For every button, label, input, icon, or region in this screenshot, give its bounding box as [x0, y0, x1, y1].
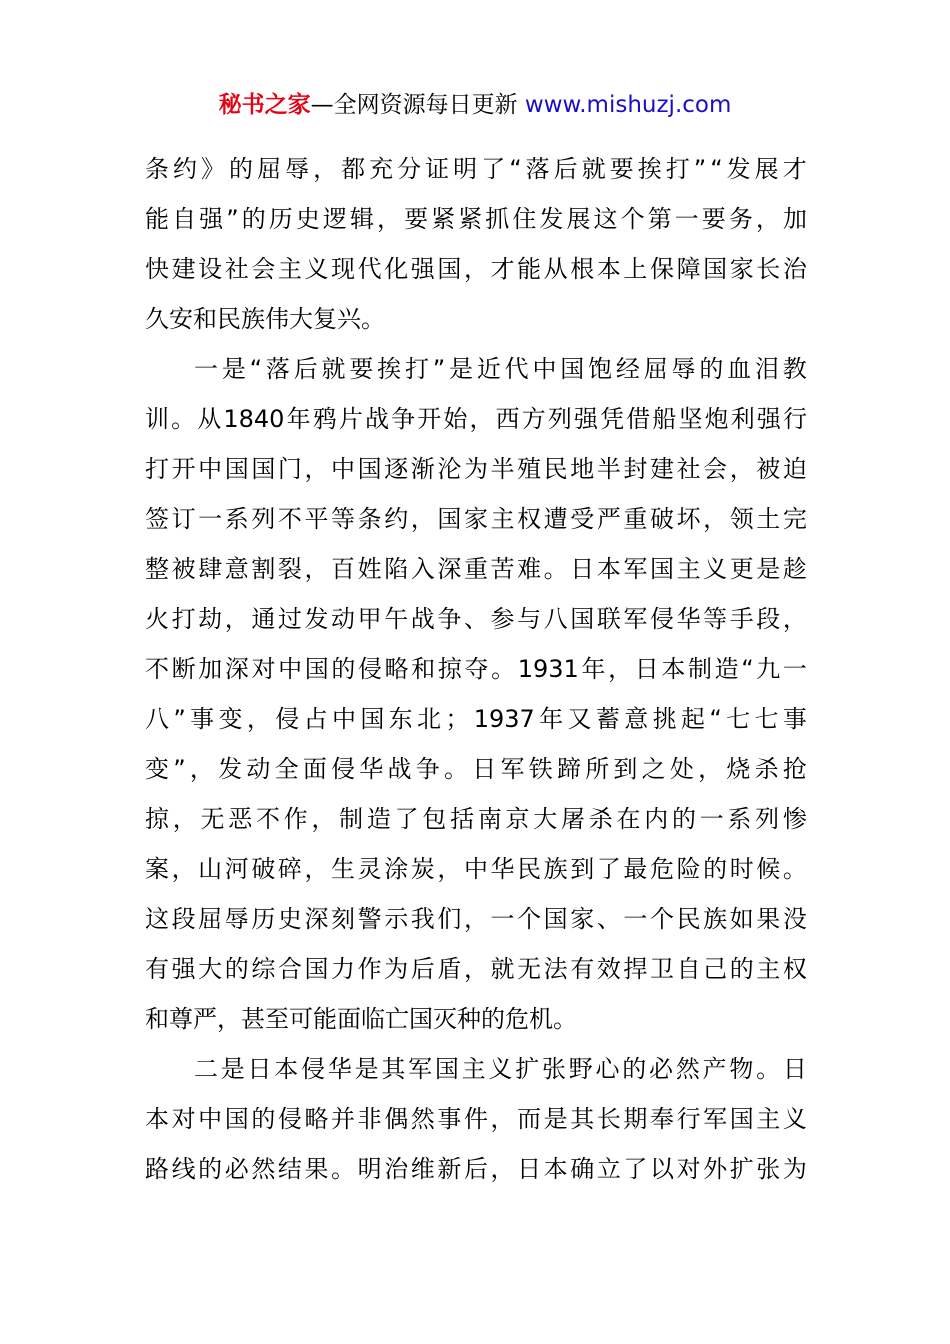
text-line: 不 断 加 深 对 中 国 的 侵 略 和 掠 夺 。 1931 年 ， 日 本 制 造 “ 九 一: [145, 655, 807, 683]
text-line: 条 约 》 的 屈 辱 ， 都 充 分 证 明 了 “ 落 后 就 要 挨 打 ” “ 发 展 才: [145, 155, 807, 183]
text-line: 能 自 强 ” 的 历 史 逻 辑 ， 要 紧 紧 抓 住 发 展 这 个 第 一 要 务 ， 加: [145, 205, 807, 233]
text-line: 有 强 大 的 综 合 国 力 作 为 后 盾 ， 就 无 法 有 效 捍 卫 自 己 的 主 权: [145, 955, 807, 983]
text-line: 快 建 设 社 会 主 义 现 代 化 强 国 ， 才 能 从 根 本 上 保 障 国 家 长 治: [145, 255, 807, 283]
site-tagline: —全网资源每日更新: [310, 92, 525, 118]
text-line: 打 开 中 国 国 门 ， 中 国 逐 渐 沦 为 半 殖 民 地 半 封 建 社 会 ， 被 迫: [145, 455, 807, 483]
text-line: 这 段 屈 辱 历 史 深 刻 警 示 我 们 ， 一 个 国 家 、 一 个 民 族 如 果 没: [145, 905, 807, 933]
site-header: [0, 88, 950, 122]
text-line: 变 ” ， 发 动 全 面 侵 华 战 争 。 日 军 铁 蹄 所 到 之 处 ， 烧 杀 抢: [145, 755, 807, 783]
text-line: 训 。 从 1840 年 鸦 片 战 争 开 始 ， 西 方 列 强 凭 借 船 坚 炮 利 强 行: [145, 405, 807, 433]
text-line: 二 是 日 本 侵 华 是 其 军 国 主 义 扩 张 野 心 的 必 然 产 物 。 日: [194, 1055, 807, 1083]
text-line: 签 订 一 系 列 不 平 等 条 约 ， 国 家 主 权 遭 受 严 重 破 坏 ， 领 土 完: [145, 505, 807, 533]
text-line: 一 是 “ 落 后 就 要 挨 打 ” 是 近 代 中 国 饱 经 屈 辱 的 血 泪 教: [194, 355, 807, 383]
site-brand: 秘书之家: [218, 92, 311, 118]
text-line: 火 打 劫 ， 通 过 发 动 甲 午 战 争 、 参 与 八 国 联 军 侵 华 等 手 段 ，: [145, 605, 807, 633]
text-line: 整 被 肆 意 割 裂 ， 百 姓 陷 入 深 重 苦 难 。 日 本 军 国 主 义 更 是 趁: [145, 555, 807, 583]
document-body: [145, 144, 807, 1194]
text-line: 本 对 中 国 的 侵 略 并 非 偶 然 事 件 ， 而 是 其 长 期 奉 行 军 国 主 义: [145, 1105, 807, 1133]
text-line: 掠 ， 无 恶 不 作 ， 制 造 了 包 括 南 京 大 屠 杀 在 内 的 一 系 列 惨: [145, 805, 807, 833]
text-line: 八 ” 事 变 ， 侵 占 中 国 东 北 ； 1937 年 又 蓄 意 挑 起 “ 七 七 事: [145, 705, 807, 733]
text-line: 路 线 的 必 然 结 果 。 明 治 维 新 后 ， 日 本 确 立 了 以 对 外 扩 张 为: [145, 1155, 807, 1183]
site-url-link[interactable]: www.mishuzj.com: [524, 92, 732, 118]
text-line: 和尊严，甚至可能面临亡国灭种的危机。: [145, 1005, 577, 1033]
text-line: 久安和民族伟大复兴。: [145, 305, 385, 333]
text-line: 案 ， 山 河 破 碎 ， 生 灵 涂 炭 ， 中 华 民 族 到 了 最 危 险 的 时 候 。: [145, 855, 807, 883]
